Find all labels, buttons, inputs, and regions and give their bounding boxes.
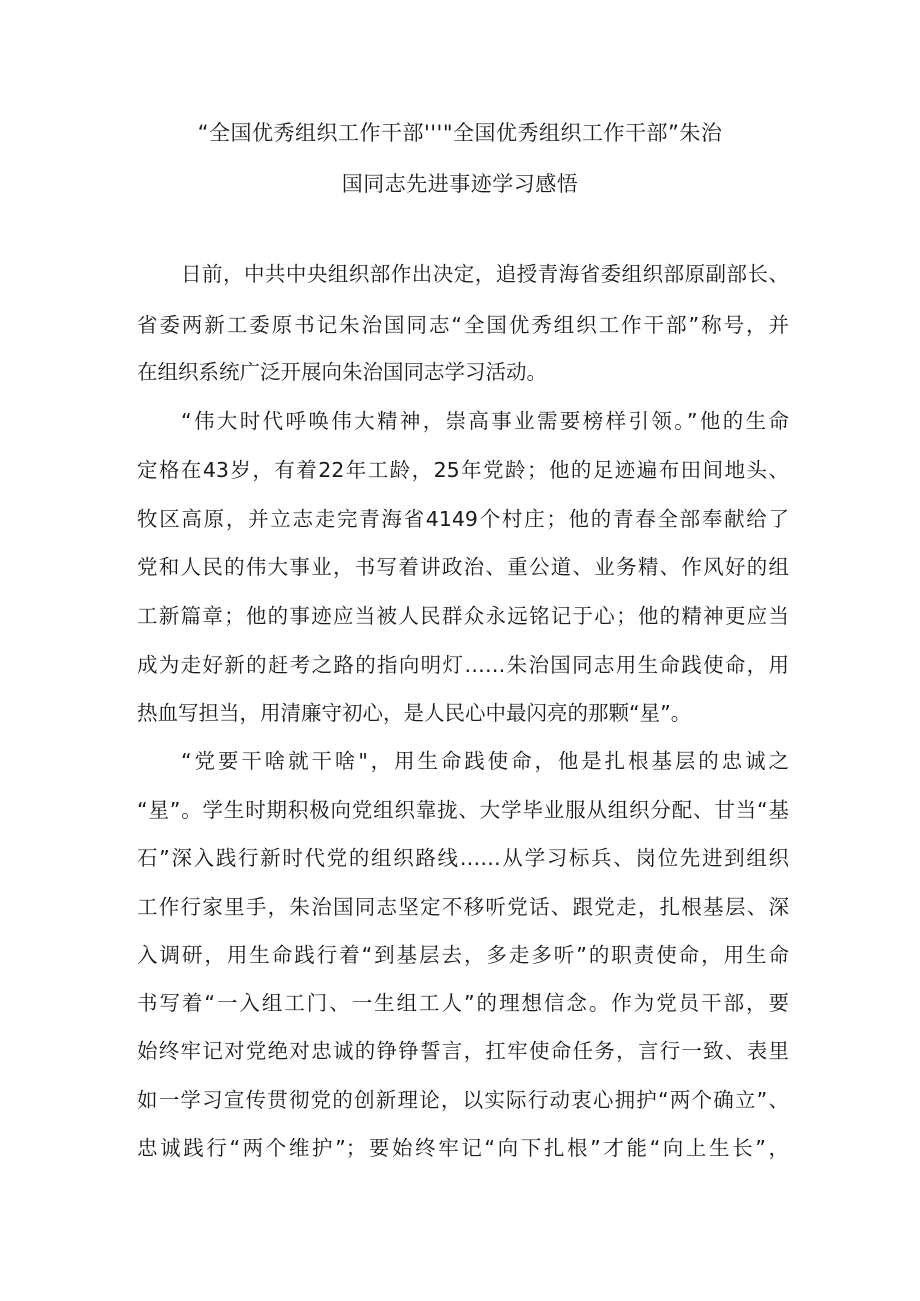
- paragraph-2-line-3: 牧区高原，并立志走完青海省4149个村庄；他的青春全部奉献给了: [137, 507, 789, 531]
- paragraph-3-line-7: 始终牢记对党绝对忠诚的铮铮誓言，扛牢使命任务，言行一致、表里: [137, 1039, 789, 1063]
- paragraph-3-line-5: 入调研，用生命践行着“到基层去，多走多听”的职责使命，用生命: [137, 943, 789, 967]
- paragraph-3-line-8: 如一学习宣传贯彻党的创新理论，以实际行动衷心拥护“两个确立”、: [137, 1088, 789, 1112]
- document-title-line-2: 国同志先进事迹学习感悟: [341, 172, 579, 196]
- paragraph-1-line-2: 省委两新工委原书记朱治国同志“全国优秀组织工作干部”称号，并: [137, 313, 789, 337]
- paragraph-2-line-7: 热血写担当，用清廉守初心，是人民心中最闪亮的那颗“星”。: [137, 701, 692, 725]
- document-title-line-1: “全国优秀组织工作干部'''"全国优秀组织工作干部”朱治: [197, 121, 723, 145]
- paragraph-1-line-3: 在组织系统广泛开展向朱治国同志学习活动。: [137, 360, 547, 384]
- paragraph-2-line-2: 定格在43岁，有着22年工龄，25年党龄；他的足迹遍布田间地头、: [137, 458, 789, 482]
- paragraph-2-line-5: 工新篇章；他的事迹应当被人民群众永远铭记于心；他的精神更应当: [137, 604, 789, 628]
- paragraph-3-line-3: 石”深入践行新时代党的组织路线……从学习标兵、岗位先进到组织: [137, 846, 789, 870]
- paragraph-3-line-9: 忠诚践行“两个维护”；要始终牢记“向下扎根”才能“向上生长”，: [137, 1136, 789, 1160]
- paragraph-2-line-4: 党和人民的伟大事业，书写着讲政治、重公道、业务精、作风好的组: [137, 555, 789, 579]
- paragraph-3-line-4: 工作行家里手，朱治国同志坚定不移听党话、跟党走，扎根基层、深: [137, 895, 789, 919]
- paragraph-2-line-1: “伟大时代呼唤伟大精神，崇高事业需要榜样引领。”他的生命: [181, 409, 789, 433]
- paragraph-1-line-1: 日前，中共中央组织部作出决定，追授青海省委组织部原副部长、: [181, 262, 789, 286]
- paragraph-3-line-1: “党要干啥就干啥"，用生命践使命，他是扎根基层的忠诚之: [181, 749, 789, 773]
- paragraph-3-line-2: “星”。学生时期积极向党组织靠拢、大学毕业服从组织分配、甘当“基: [137, 798, 789, 822]
- paragraph-3-line-6: 书写着“一入组工门、一生组工人”的理想信念。作为党员干部，要: [137, 991, 789, 1015]
- paragraph-2-line-6: 成为走好新的赶考之路的指向明灯……朱治国同志用生命践使命，用: [137, 653, 789, 677]
